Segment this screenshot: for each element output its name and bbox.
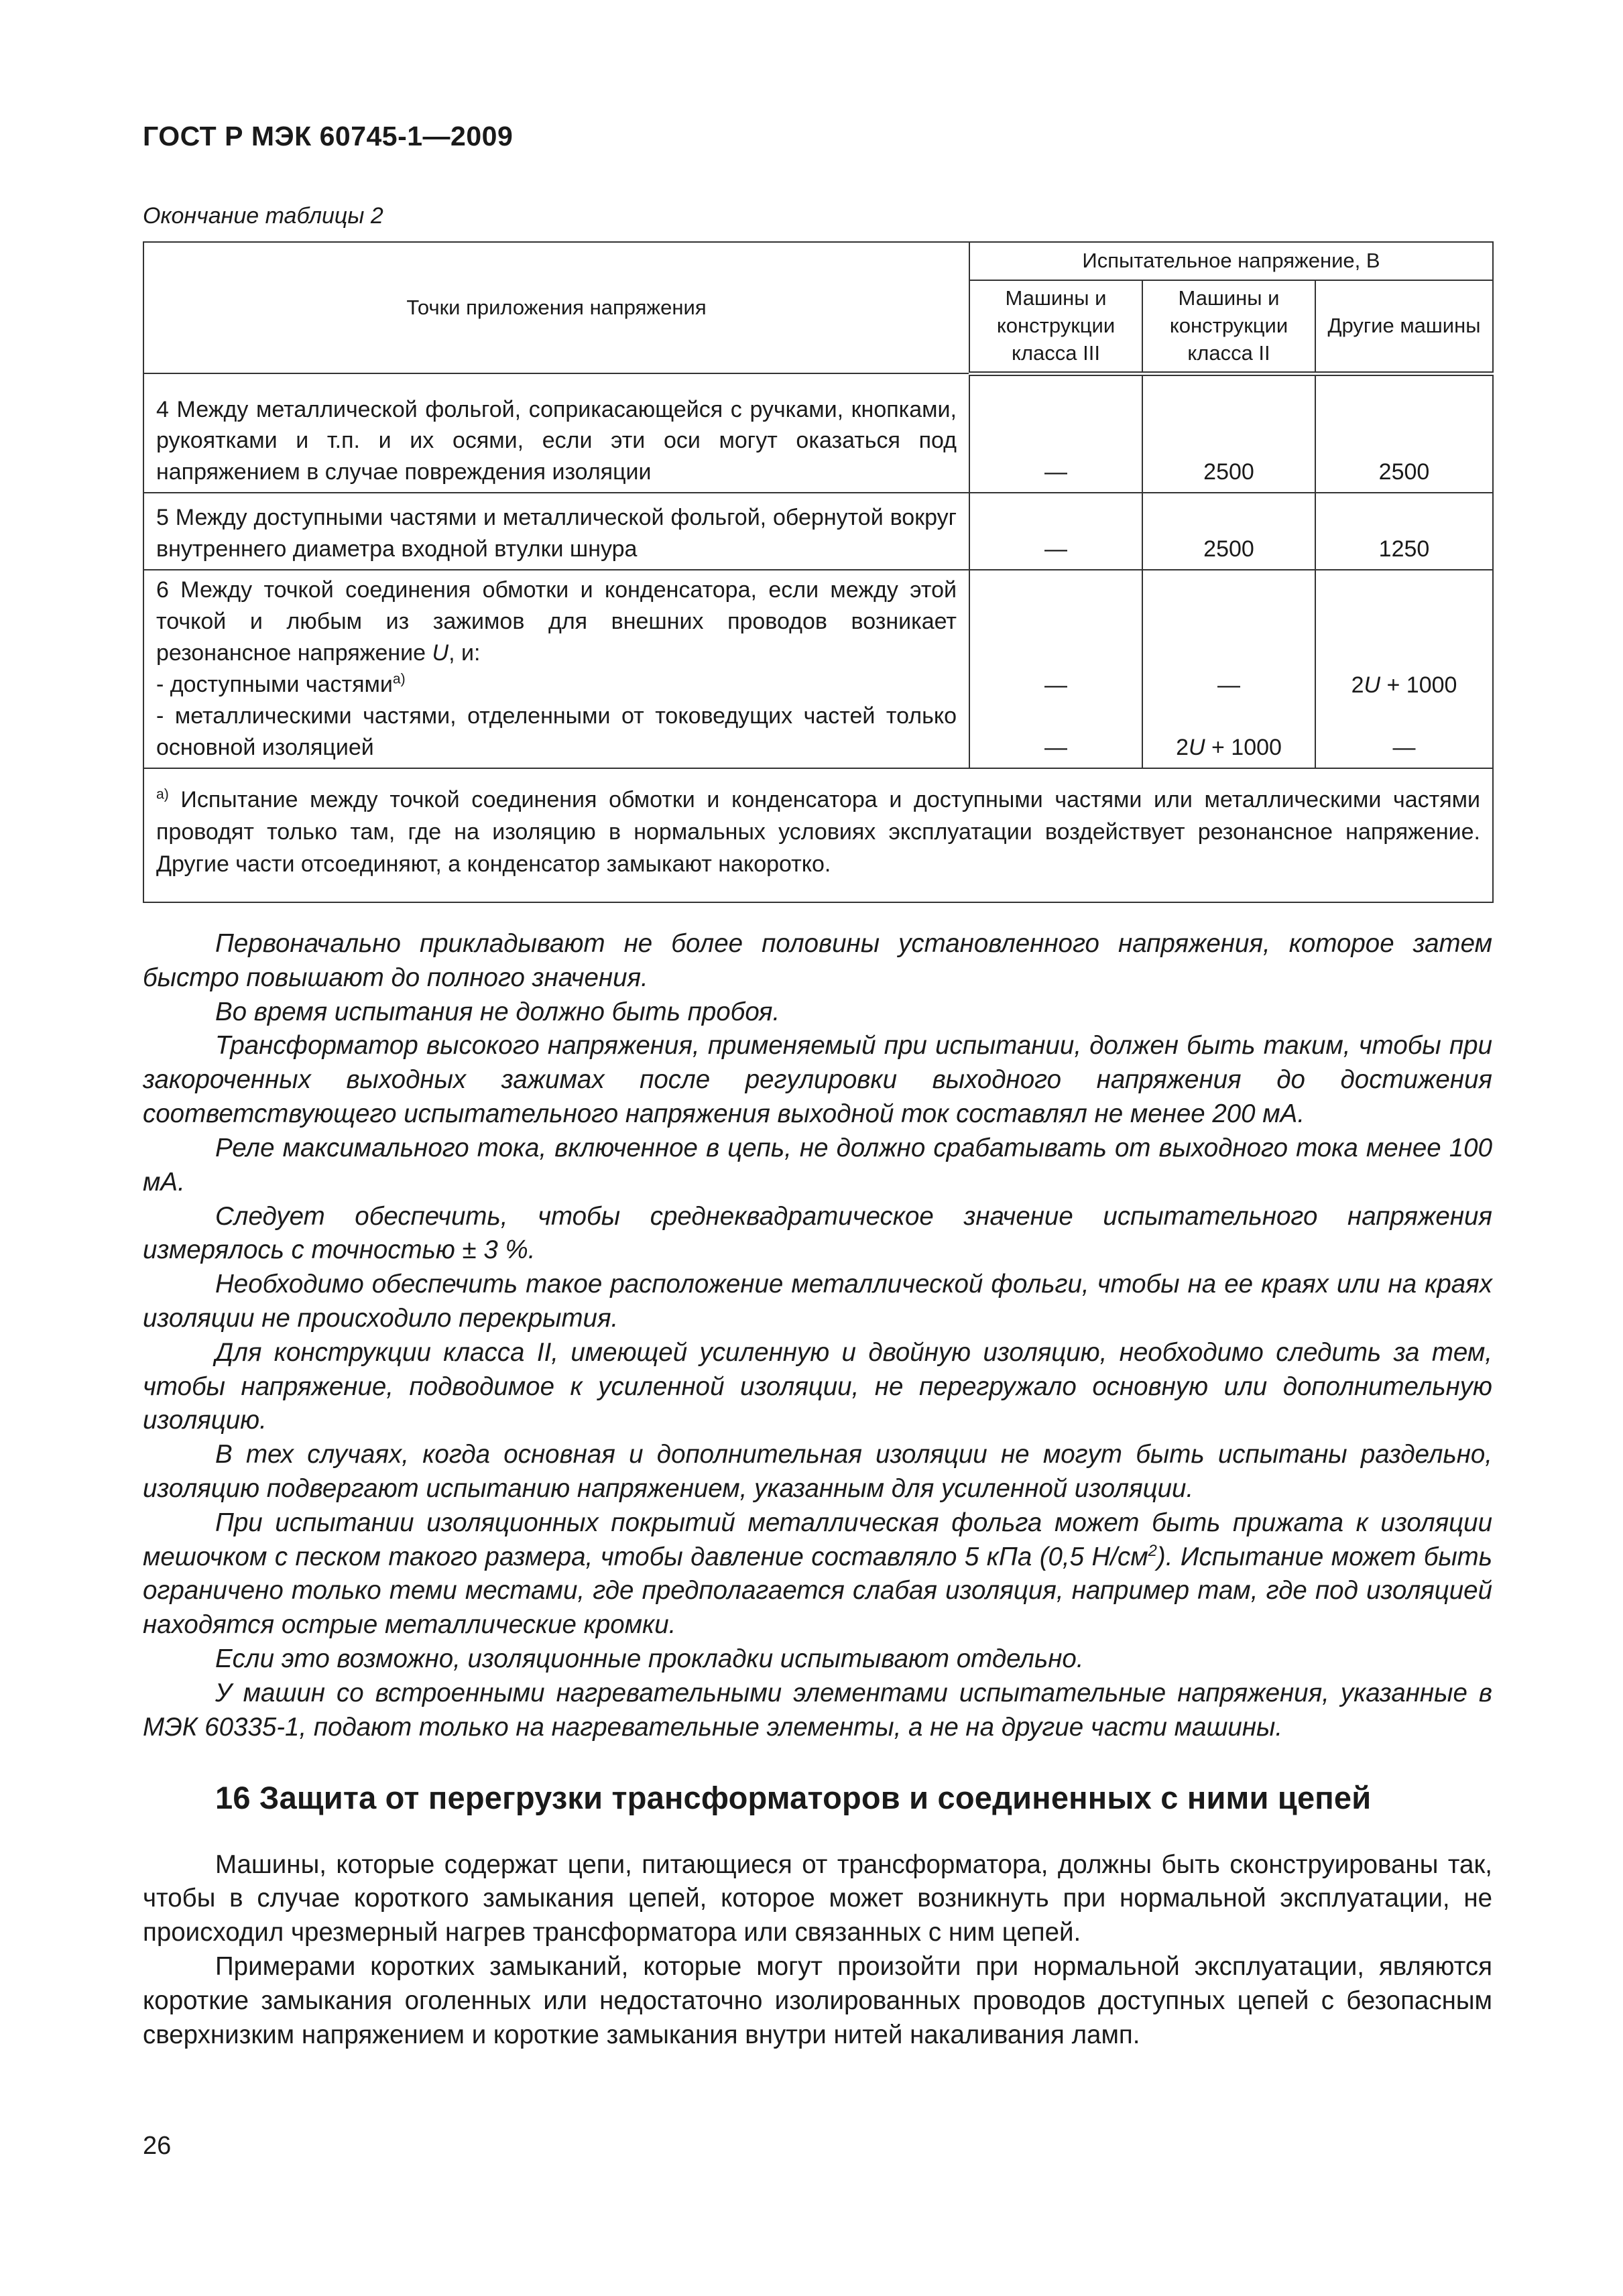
section-paragraph: Примерами коротких замыканий, которые могут произойти при нормальной эксплуатации, являются короткие замыкания оголенных или недостаточно изолированных проводов доступных цепей с безопасным сверхнизким напряжением и короткие замыкания внутри нитей накаливания ламп. (143, 1951, 1492, 2049)
row-6-sub-accessible: - доступными частями$^{a)}$ (156, 671, 406, 697)
table-footnote: $^{a)}$ Испытание между точкой соединения обмотки и конденсатора и доступными частями или металлическими частями проводят только там, где на изоляцию в нормальных условиях эксплуатации воздействует резонансное напряжение. Другие части отсоединяют, а конденсатор замыкают накоротко. (143, 768, 1493, 902)
paragraph: Для конструкции класса II, имеющей усиленную и двойную изоляцию, необходимо следить за тем, чтобы напряжение, подводимое к усиленной изоляции, не перегружало основную или дополнительную изоляцию. (143, 1337, 1492, 1435)
header-class-ii: Машины и конструкции класса II (1142, 280, 1315, 373)
section-16-title: 16 Защита от перегрузки трансформаторов и соединенных с ними цепей (215, 1779, 1372, 1815)
paragraph: У машин со встроенными нагревательными элементами испытательные напряжения, указанные в МЭК 60335-1, подают только на нагревательные элементы, а не на другие части машины. (143, 1678, 1492, 1742)
table-row (143, 570, 1493, 768)
paragraph: Трансформатор высокого напряжения, применяемый при испытании, должен быть таким, чтобы при закороченных выходных зажимах после регулировки выходного напряжения до достижения соответствующего испытательного напряжения выходной ток составлял не менее 200 мА. (143, 1031, 1492, 1129)
table-row (143, 373, 1493, 493)
row-6-other: 2U + 1000 — (1315, 570, 1493, 768)
header-points: Точки приложения напряжения (143, 242, 969, 373)
row-4-text: 4 Между металлической фольгой, соприкасающейся с ручками, кнопками, рукоятками и т.п. и их осями, если эти оси могут оказаться под напряжением в случае повреждения изоляции (143, 373, 969, 493)
row-6-intro: 6 Между точкой соединения обмотки и конденсатора, если между этой точкой и любым из зажимов для внешних проводов возникает резонансное напряжение U, и: (156, 577, 957, 666)
body-text (143, 927, 1492, 2052)
paragraph: В тех случаях, когда основная и дополнительная изоляции не могут быть испытаны раздельно, изоляцию подвергают испытанию напряжением, указанным для усиленной изоляции. (143, 1440, 1492, 1503)
row-6-class-ii: — 2U + 1000 (1142, 570, 1315, 768)
row-4-class-ii: 2500 (1142, 373, 1315, 493)
row-5-other: 1250 (1315, 493, 1493, 570)
row-4-class-iii: — (969, 373, 1142, 493)
header-class-iii: Машины и конструкции класса III (969, 280, 1142, 373)
paragraph: Если это возможно, изоляционные прокладки испытывают отдельно. (215, 1644, 1084, 1674)
page-number: 26 (143, 2132, 172, 2160)
paragraph: Следует обеспечить, чтобы среднеквадратическое значение испытательного напряжения измерялось с точностью ± 3 %. (143, 1201, 1492, 1265)
header-test-voltage: Испытательное напряжение, В (969, 242, 1493, 280)
header-other: Другие машины (1315, 280, 1493, 373)
test-voltage-table (143, 241, 1494, 903)
document-header: ГОСТ Р МЭК 60745-1—2009 (143, 121, 514, 152)
paragraph: Реле максимального тока, включенное в цепь, не должно срабатывать от выходного тока менее 100 мА. (143, 1133, 1492, 1197)
paragraph: Первоначально прикладывают не более половины установленного напряжения, которое затем быстро повышают до полного значения. (143, 929, 1492, 992)
paragraph-pressure: При испытании изоляционных покрытий металлическая фольга может быть прижата к изоляции мешочком с песком такого размера, чтобы давление составляло 5 кПа (0,5 $Н/см^2$). Испытание может быть ограничено только теми местами, где предполагается слабая изоляция, например там, где под изоляцией находятся острые металлические кромки. (143, 1508, 1492, 1640)
paragraph: Необходимо обеспечить такое расположение металлической фольги, чтобы на ее краях или на краях изоляции не происходило перекрытия. (143, 1270, 1492, 1333)
section-paragraph: Машины, которые содержат цепи, питающиеся от трансформатора, должны быть сконструированы так, чтобы в случае короткого замыкания цепей, которое может возникнуть при нормальной эксплуатации, не происходил чрезмерный нагрев трансформатора или связанных с ним цепей. (143, 1850, 1492, 1947)
row-6-sub-metal: - металлическими частями, отделенными от токоведущих частей только основной изоляцией (156, 703, 957, 760)
row-6-text (143, 570, 969, 768)
paragraph: Во время испытания не должно быть пробоя. (215, 997, 780, 1026)
table-caption: Окончание таблицы 2 (143, 203, 383, 229)
row-5-class-ii: 2500 (1142, 493, 1315, 570)
table-footnote-row (143, 768, 1493, 902)
row-4-other: 2500 (1315, 373, 1493, 493)
row-5-text: 5 Между доступными частями и металлической фольгой, обернутой вокруг внутреннего диаметра входной втулки шнура (143, 493, 969, 570)
table-row (143, 493, 1493, 570)
test-procedure-paragraphs (143, 927, 1492, 1745)
row-6-class-iii: — — (969, 570, 1142, 768)
row-5-class-iii: — (969, 493, 1142, 570)
footnote-ref: a) (392, 671, 406, 687)
